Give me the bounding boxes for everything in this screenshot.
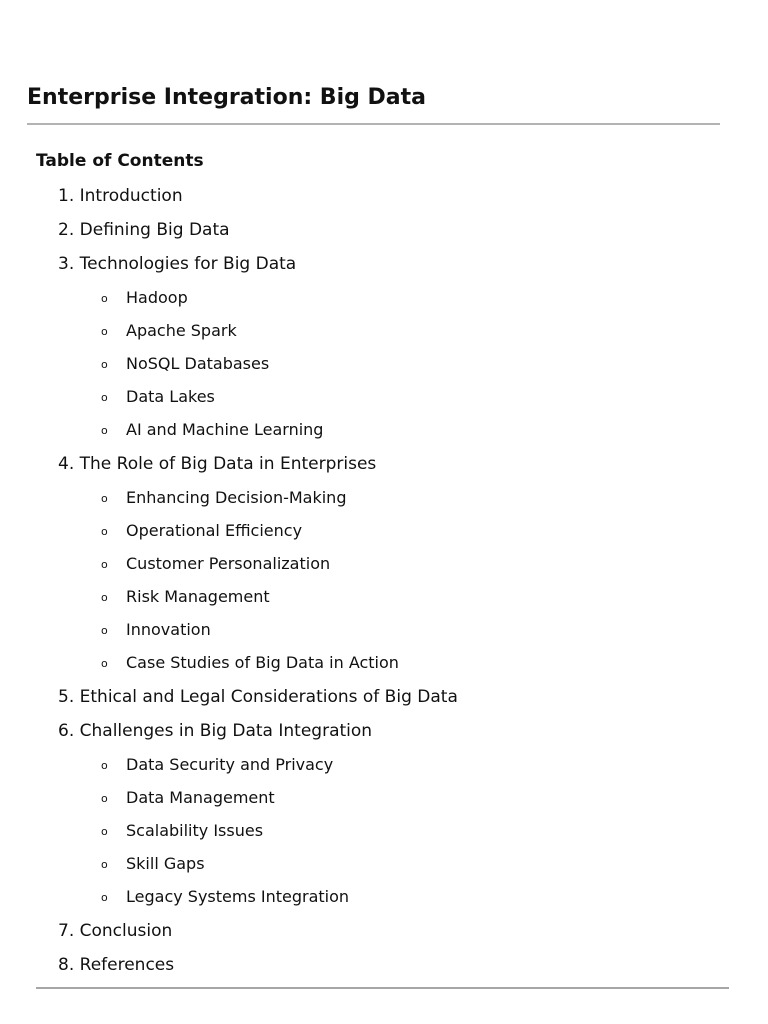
toc-heading: Table of Contents [36,151,204,171]
circle-bullet-icon: o [101,759,108,772]
toc-item[interactable] [58,185,183,207]
circle-bullet-icon: o [101,792,108,805]
toc-subitem[interactable] [101,320,237,343]
toc-item-label: Ethical and Legal Considerations of Big Data [79,687,458,707]
toc-subitem[interactable] [101,787,275,810]
toc-item[interactable] [58,920,172,942]
toc-subitem[interactable] [101,619,211,642]
toc-subitem[interactable] [101,553,330,576]
toc-subitem[interactable] [101,419,323,442]
toc-subitem-label: Enhancing Decision-Making [126,488,347,507]
circle-bullet-icon: o [101,858,108,871]
toc-subitem[interactable] [101,386,215,409]
circle-bullet-icon: o [101,358,108,371]
toc-item-number: 6. [58,721,75,741]
circle-bullet-icon: o [101,891,108,904]
toc-item-label: Defining Big Data [79,220,230,240]
circle-bullet-icon: o [101,325,108,338]
circle-bullet-icon: o [101,525,108,538]
circle-bullet-icon: o [101,492,108,505]
toc-subitem[interactable] [101,487,346,510]
circle-bullet-icon: o [101,292,108,305]
toc-subitem-label: AI and Machine Learning [126,420,324,439]
toc-item-label: Technologies for Big Data [79,254,297,274]
toc-subitem-label: Customer Personalization [126,554,331,573]
toc-subitem-label: Operational Efficiency [126,521,303,540]
circle-bullet-icon: o [101,558,108,571]
toc-subitem[interactable] [101,853,205,876]
toc-item-number: 4. [58,454,75,474]
toc-item[interactable] [58,253,296,275]
toc-item[interactable] [58,219,230,241]
toc-subitem[interactable] [101,520,302,543]
toc-item-number: 8. [58,955,75,975]
document-title: Enterprise Integration: Big Data [27,85,426,110]
toc-subitem-label: Skill Gaps [126,854,205,873]
toc-subitem-label: NoSQL Databases [126,354,270,373]
toc-item-number: 7. [58,921,75,941]
toc-subitem[interactable] [101,886,349,909]
bottom-divider [36,987,729,989]
toc-item-number: 2. [58,220,75,240]
toc-subitem[interactable] [101,586,270,609]
toc-subitem[interactable] [101,652,399,675]
toc-subitem-label: Apache Spark [126,321,237,340]
toc-item[interactable] [58,954,174,976]
toc-subitem-label: Hadoop [126,288,188,307]
circle-bullet-icon: o [101,657,108,670]
circle-bullet-icon: o [101,825,108,838]
toc-subitem-label: Risk Management [126,587,270,606]
toc-subitem-label: Data Lakes [126,387,215,406]
circle-bullet-icon: o [101,591,108,604]
toc-subitem[interactable] [101,754,333,777]
toc-item-number: 5. [58,687,75,707]
toc-item-label: Introduction [79,186,183,206]
title-divider [27,123,720,125]
circle-bullet-icon: o [101,391,108,404]
circle-bullet-icon: o [101,424,108,437]
toc-subitem-label: Legacy Systems Integration [126,887,350,906]
toc-item-label: Conclusion [79,921,173,941]
toc-subitem[interactable] [101,353,269,376]
toc-item-label: Challenges in Big Data Integration [79,721,373,741]
toc-subitem-label: Data Security and Privacy [126,755,334,774]
toc-subitem-label: Innovation [126,620,211,639]
toc-subitem-label: Data Management [126,788,275,807]
circle-bullet-icon: o [101,624,108,637]
toc-item-number: 1. [58,186,75,206]
toc-item-label: References [79,955,175,975]
toc-subitem[interactable] [101,820,263,843]
toc-item-number: 3. [58,254,75,274]
toc-subitem[interactable] [101,287,188,310]
toc-item-label: The Role of Big Data in Enterprises [79,454,377,474]
toc-item[interactable] [58,453,376,475]
toc-subitem-label: Scalability Issues [126,821,264,840]
toc-subitem-label: Case Studies of Big Data in Action [126,653,399,672]
toc-item[interactable] [58,720,372,742]
toc-item[interactable] [58,686,458,708]
